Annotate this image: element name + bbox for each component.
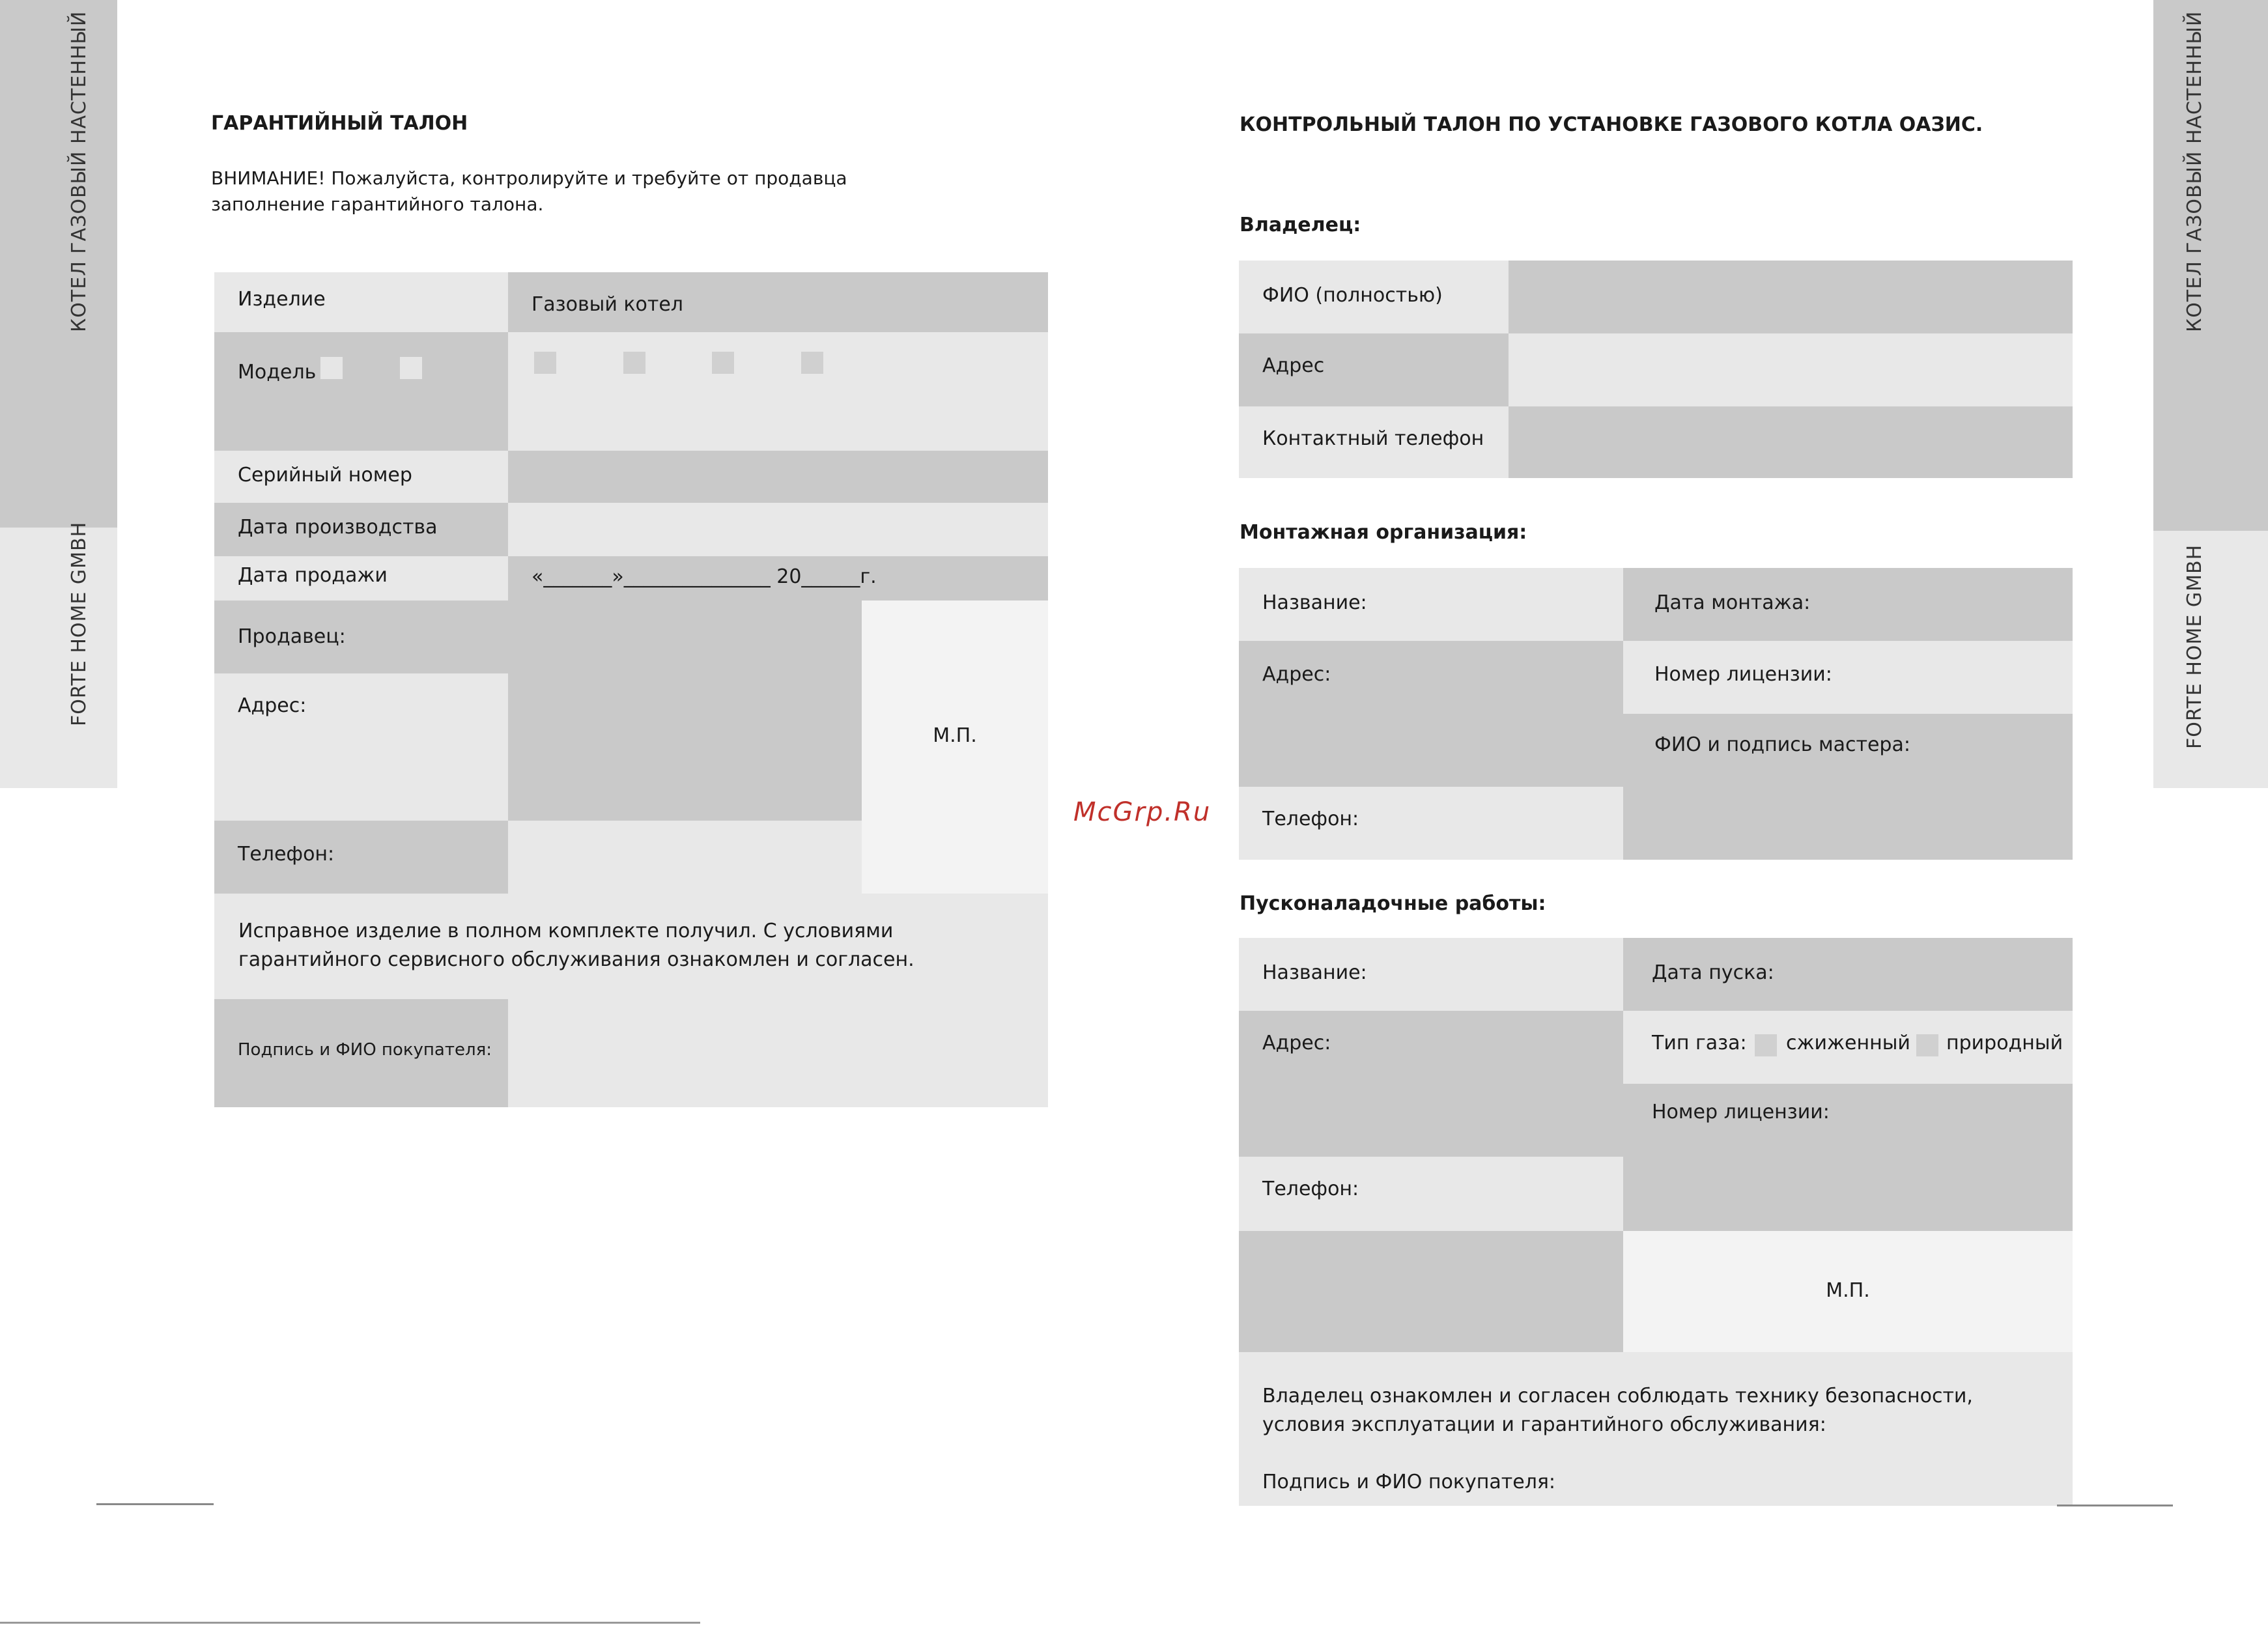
production-date-label: Дата производства — [238, 516, 438, 539]
gas-type-label: Тип газа: — [1652, 1032, 1747, 1054]
commission-blank-cell[interactable] — [1239, 1231, 1623, 1352]
seller-address-label: Адрес: — [238, 694, 307, 717]
owner-address-value-cell[interactable] — [1509, 333, 2073, 406]
install-heading: Монтажная организация: — [1240, 521, 1527, 544]
bottom-edge-rule — [0, 1622, 700, 1624]
install-license-cell[interactable] — [1623, 641, 2073, 714]
right-sidebar-product-label: КОТЕЛ ГАЗОВЫЙ НАСТЕННЫЙ — [2183, 10, 2206, 332]
install-phone-cell[interactable] — [1239, 787, 1623, 860]
sale-date-template: «_______»_______________ 20______г. — [532, 565, 877, 588]
commission-heading: Пусконаладочные работы: — [1240, 892, 1546, 915]
gas-option-1-label: сжиженный — [1786, 1032, 1910, 1054]
gas-option-1-checkbox[interactable] — [1755, 1034, 1777, 1056]
sale-date-value-cell[interactable] — [508, 556, 1048, 601]
footer-rule-left — [96, 1503, 214, 1505]
product-label: Изделие — [238, 288, 326, 311]
seller-label-cell — [214, 601, 508, 673]
gas-option-2-label: природный — [1946, 1032, 2063, 1054]
watermark: McGrp.Ru — [1073, 797, 1212, 827]
owner-heading: Владелец: — [1240, 214, 1361, 236]
warranty-title: ГАРАНТИЙНЫЙ ТАЛОН — [211, 112, 468, 135]
commission-name-cell[interactable] — [1239, 938, 1623, 1011]
control-stamp: М.П. — [1826, 1279, 1870, 1302]
model-checkbox-1[interactable] — [320, 357, 343, 379]
owner-address-label-cell — [1239, 333, 1509, 406]
product-value-cell — [508, 272, 1048, 332]
control-signature-label: Подпись и ФИО покупателя: — [1262, 1471, 1556, 1493]
owner-phone-label-cell — [1239, 406, 1509, 478]
seller-address-label-cell — [214, 673, 508, 821]
commission-date-cell[interactable] — [1623, 938, 2073, 1011]
control-title: КОНТРОЛЬНЫЙ ТАЛОН ПО УСТАНОВКЕ ГАЗОВОГО КОТЛА ОАЗИС. — [1240, 113, 1983, 136]
install-name-cell[interactable] — [1239, 568, 1623, 641]
model-checkbox-2[interactable] — [400, 357, 422, 379]
seller-label: Продавец: — [238, 625, 346, 648]
buyer-signature-value-cell[interactable] — [508, 999, 1048, 1107]
buyer-signature-label: Подпись и ФИО покупателя: — [238, 1040, 492, 1060]
owner-name-label-cell — [1239, 261, 1509, 333]
owner-address-label: Адрес — [1262, 354, 1325, 377]
seller-phone-label: Телефон: — [238, 843, 335, 866]
commission-license-cell[interactable] — [1623, 1084, 2073, 1231]
commission-date-label: Дата пуска: — [1652, 961, 1774, 984]
commission-phone-cell[interactable] — [1239, 1157, 1623, 1231]
model-checkbox-6[interactable] — [801, 352, 823, 374]
commission-phone-label: Телефон: — [1262, 1178, 1359, 1200]
left-sidebar-company-label: FORTE HOME GMBH — [68, 521, 91, 726]
production-date-value-cell[interactable] — [508, 503, 1048, 556]
commission-name-label: Название: — [1262, 961, 1367, 984]
install-name-label: Название: — [1262, 591, 1367, 614]
sale-date-label: Дата продажи — [238, 564, 388, 587]
owner-name-value-cell[interactable] — [1509, 261, 2073, 333]
left-sidebar-product — [0, 0, 117, 528]
commission-address-cell[interactable] — [1239, 1011, 1623, 1157]
right-sidebar-product — [2153, 0, 2268, 531]
install-address-cell[interactable] — [1239, 641, 1623, 787]
model-checkbox-3[interactable] — [534, 352, 556, 374]
warranty-notice: ВНИМАНИЕ! Пожалуйста, контролируйте и требуйте от продавца заполнение гарантийного талона. — [211, 167, 847, 215]
owner-phone-value-cell[interactable] — [1509, 406, 2073, 478]
model-checkbox-4[interactable] — [623, 352, 645, 374]
warranty-stamp: М.П. — [933, 724, 977, 747]
agreement-text: Владелец ознакомлен и согласен соблюдать технику безопасности, условия эксплуатации и гарантийного обслуживания: — [1262, 1385, 1973, 1436]
seller-value-cell[interactable] — [508, 601, 862, 821]
buyer-signature-label-cell — [214, 999, 508, 1107]
product-value: Газовый котел — [532, 293, 683, 316]
left-sidebar-product-label: КОТЕЛ ГАЗОВЫЙ НАСТЕННЫЙ — [68, 10, 91, 332]
commission-license-label: Номер лицензии: — [1652, 1101, 1830, 1123]
install-phone-label: Телефон: — [1262, 808, 1359, 830]
seller-phone-value-cell[interactable] — [508, 821, 862, 894]
install-license-label: Номер лицензии: — [1654, 663, 1832, 686]
warranty-stamp-area — [862, 601, 1048, 894]
model-checkbox-5[interactable] — [712, 352, 734, 374]
install-date-cell[interactable] — [1623, 568, 2073, 641]
serial-label-cell — [214, 451, 508, 503]
left-sidebar-company — [0, 528, 117, 788]
model-label: Модель — [238, 361, 317, 384]
install-date-label: Дата монтажа: — [1654, 591, 1811, 614]
serial-label: Серийный номер — [238, 464, 412, 487]
serial-value-cell[interactable] — [508, 451, 1048, 503]
gas-option-2-checkbox[interactable] — [1916, 1034, 1938, 1056]
owner-name-label: ФИО (полностью) — [1262, 284, 1443, 307]
production-date-label-cell — [214, 503, 508, 556]
footer-rule-right — [2057, 1505, 2173, 1506]
right-sidebar-company — [2153, 531, 2268, 788]
seller-phone-label-cell — [214, 821, 508, 894]
model-options-cell — [508, 332, 1048, 451]
owner-phone-label: Контактный телефон — [1262, 427, 1484, 450]
install-master-cell[interactable] — [1623, 714, 2073, 860]
acceptance-text: Исправное изделие в полном комплекте получил. С условиями гарантийного сервисного обслуживания ознакомлен и согласен. — [238, 920, 914, 971]
install-master-label: ФИО и подпись мастера: — [1654, 733, 1910, 756]
model-label-cell — [214, 332, 508, 451]
product-label-cell — [214, 272, 508, 332]
right-sidebar-company-label: FORTE HOME GMBH — [2183, 544, 2206, 749]
commission-address-label: Адрес: — [1262, 1032, 1331, 1054]
sale-date-label-cell — [214, 556, 508, 601]
install-address-label: Адрес: — [1262, 663, 1331, 686]
